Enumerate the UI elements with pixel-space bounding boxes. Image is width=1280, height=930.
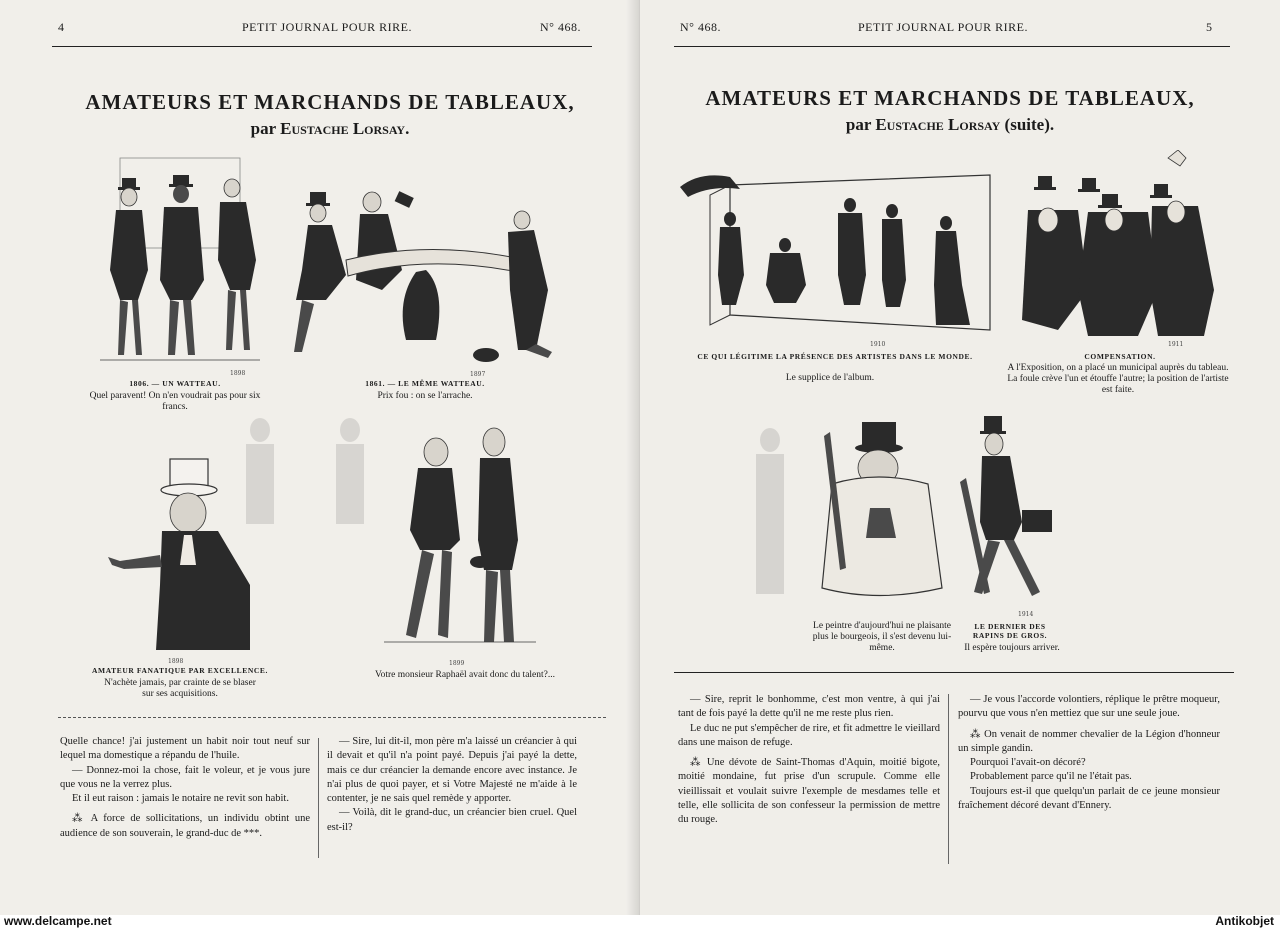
left-section-divider xyxy=(58,717,606,718)
paragraph: Probablement parce qu'il ne l'était pas. xyxy=(970,771,1132,783)
right-page-number: 5 xyxy=(1206,20,1213,34)
paragraph: Et il eut raison : jamais le notaire ne revit son habit. xyxy=(72,793,289,805)
illustration-caption: Il espère toujours arriver. xyxy=(964,643,1060,653)
paragraph: — Voilà, dit le grand-duc, un créancier bien cruel. Quel est-il? xyxy=(327,807,577,833)
illustration-number: 1898 xyxy=(230,370,246,377)
illustration-label: CE QUI LÉGITIME LA PRÉSENCE DES ARTISTES DANS LE MONDE. xyxy=(697,352,973,361)
bleed-through-figure xyxy=(730,420,810,600)
right-byline-suffix: (suite). xyxy=(1004,115,1055,134)
paragraph: Toujours est-il que quelqu'un parlait de ce jeune monsieur fraîchement décoré devant d'Ennery. xyxy=(958,785,1220,812)
left-header-rule xyxy=(52,46,592,47)
paragraph: ⁂ Une dévote de Saint-Thomas d'Aquin, moitié bigote, moitié mondaine, fut prise d'un scrupule. Comme elle vieillissait et voulait suivre l'exemple de mesdames telle et telle, elle sollicita de son confesseur la permission de mettre du rouge. xyxy=(678,757,940,826)
left-text-column-2 xyxy=(327,735,577,835)
illustration-number: 1910 xyxy=(870,341,886,348)
illustration-supplice-album xyxy=(670,165,1000,340)
left-issue-number: N° 468. xyxy=(540,20,581,34)
paragraph: — Je vous l'accorde volontiers, réplique le prêtre moqueur, pourvu que vous n'en mettiez que sur une seule joue. xyxy=(958,694,1220,720)
column-separator xyxy=(318,738,319,858)
right-byline-prefix: par xyxy=(845,115,872,134)
illustration-label: 1861. — LE MÊME WATTEAU. xyxy=(365,379,485,388)
left-byline-prefix: par xyxy=(250,119,276,138)
left-author-name: Eustache Lorsay. xyxy=(280,119,410,138)
watermark-bar xyxy=(0,915,1280,930)
left-article-byline xyxy=(60,119,600,139)
illustration-peintre-bourgeois xyxy=(810,418,950,618)
illustration-monsieur-raphael xyxy=(380,420,540,650)
illustration-caption: N'achète jamais, par crainte de se blaser sur ses acquisitions. xyxy=(104,678,256,699)
left-text-column-1 xyxy=(60,735,310,841)
left-running-header: PETIT JOURNAL POUR RIRE. xyxy=(242,20,413,34)
illustration-un-watteau xyxy=(80,150,270,370)
right-section-divider xyxy=(674,672,1234,673)
paragraph: — Donnez-moi la chose, fait le voleur, et je vous jure que vous ne la verrez plus. xyxy=(60,764,310,790)
illustration-caption: Prix fou : on se l'arrache. xyxy=(377,391,473,401)
left-article-title: AMATEURS ET MARCHANDS DE TABLEAUX, xyxy=(85,90,575,114)
illustration-dernier-rapin xyxy=(960,412,1080,612)
illustration-label: COMPENSATION. xyxy=(1084,352,1156,361)
illustration-label: LE DERNIER DES RAPINS DE GROS. xyxy=(972,622,1048,640)
illustration-number: 1897 xyxy=(470,371,486,378)
illustration-label: 1806. — UN WATTEAU. xyxy=(129,379,221,388)
illustration-caption: Quel paravent! On n'en voudrait pas pour six francs. xyxy=(89,391,261,412)
column-separator xyxy=(948,694,949,864)
right-article-title: AMATEURS ET MARCHANDS DE TABLEAUX, xyxy=(705,86,1195,110)
right-text-column-1 xyxy=(678,693,940,828)
right-article-byline xyxy=(680,115,1220,135)
paragraph: Quelle chance! j'ai justement un habit noir tout neuf sur lequel ma domestique a répandu de l'huile. xyxy=(60,736,310,762)
paragraph: Le duc ne put s'empêcher de rire, et fit admettre le vieillard dans une maison de refuge. xyxy=(678,722,940,748)
left-page xyxy=(0,0,640,915)
paragraph: Pourquoi l'avait-on décoré? xyxy=(970,757,1086,769)
illustration-amateur-fanatique xyxy=(100,455,260,655)
illustration-caption: A l'Exposition, on a placé un municipal auprès du tableau. La foule crève l'un et étouffe l'autre; la position de l'artiste est faite. xyxy=(1007,363,1229,395)
illustration-caption: Le supplice de l'album. xyxy=(785,373,875,383)
right-running-header: PETIT JOURNAL POUR RIRE. xyxy=(858,20,1029,34)
paragraph: — Sire, lui dit-il, mon père m'a laissé un créancier à qui il devait et qu'il n'a point payé. Depuis j'ai payé la dette, mais ce dur créancier la demande encore avec instance. Je n'ai plus de quoi payer, et si Votre Majesté ne m'aide à le contenter, je ne sais quel remède y apporter. xyxy=(327,736,577,805)
paragraph: ⁂ A force de sollicitations, un individu obtint une audience de son souverain, le grand-duc de ***. xyxy=(60,813,310,839)
illustration-le-meme-watteau xyxy=(286,180,566,370)
paragraph: ⁂ On venait de nommer chevalier de la Légion d'honneur un simple gandin. xyxy=(958,728,1220,754)
watermark-left: www.delcampe.net xyxy=(4,914,112,928)
illustration-number: 1899 xyxy=(449,660,465,667)
illustration-caption: Votre monsieur Raphaël avait donc du talent?... xyxy=(374,670,555,680)
illustration-number: 1911 xyxy=(1168,341,1184,348)
right-issue-number: N° 468. xyxy=(680,20,721,34)
right-text-column-2 xyxy=(958,693,1220,813)
right-page xyxy=(640,0,1280,915)
watermark-right: Antikobjet xyxy=(1215,914,1274,928)
illustration-compensation xyxy=(1018,150,1218,340)
illustration-number: 1914 xyxy=(1018,611,1034,618)
paragraph: — Sire, reprit le bonhomme, c'est mon ventre, à qui j'ai tant de fois payé la dette qu'il ne me reste plus rien. xyxy=(678,694,940,720)
left-page-number: 4 xyxy=(58,20,65,34)
illustration-label: AMATEUR FANATIQUE PAR EXCELLENCE. xyxy=(92,666,268,675)
right-author-name: Eustache Lorsay xyxy=(875,115,1001,134)
illustration-caption: Le peintre d'aujourd'hui ne plaisante plus le bourgeois, il s'est devenu lui-même. xyxy=(812,621,952,653)
illustration-number: 1898 xyxy=(168,658,184,665)
right-header-rule xyxy=(674,46,1230,47)
